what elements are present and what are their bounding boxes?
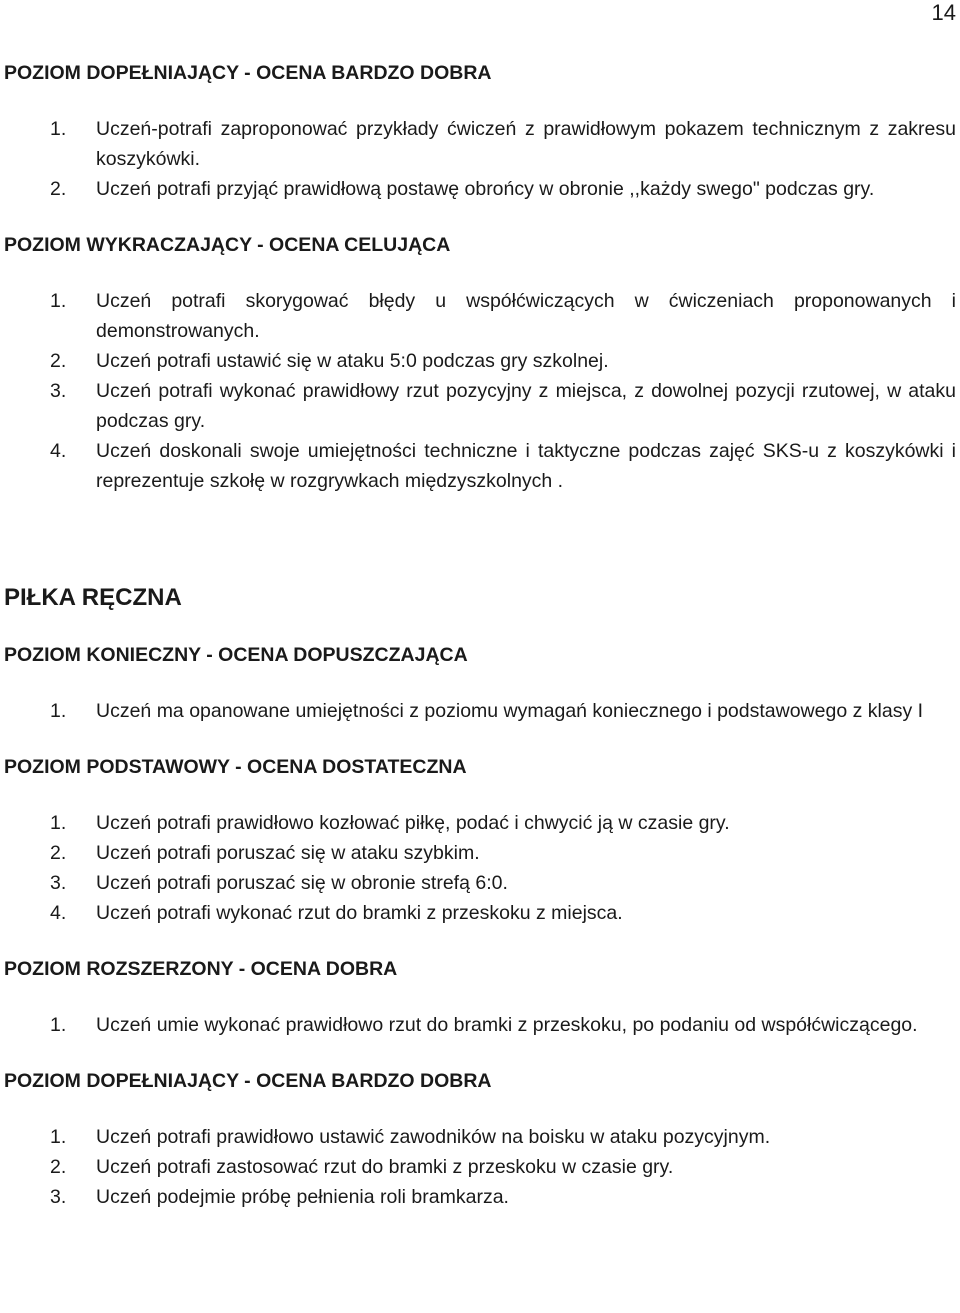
item-number: 1.	[50, 290, 67, 312]
item-number: 2.	[50, 842, 67, 864]
item-number: 3.	[50, 1186, 67, 1208]
item-text: Uczeń potrafi wykonać prawidłowy rzut pozycyjny z miejsca, z dowolnej pozycji rzutowej, w ataku podczas gry.	[96, 380, 956, 432]
list-item	[4, 898, 956, 928]
item-number: 2.	[50, 178, 67, 200]
item-text: Uczeń potrafi przyjąć prawidłową postawę obrońcy w obronie ,,każdy swego" podczas gry.	[96, 178, 875, 200]
section-heading: POZIOM ROZSZERZONY - OCENA DOBRA	[4, 958, 398, 980]
item-text: Uczeń-potrafi zaproponować przykłady ćwiczeń z prawidłowym pokazem technicznym z zakresu koszykówki.	[96, 118, 956, 170]
item-number: 1.	[50, 1014, 67, 1036]
requirements-list	[4, 808, 956, 928]
requirements-list	[4, 114, 956, 204]
item-number: 1.	[50, 118, 67, 140]
item-number: 1.	[50, 812, 67, 834]
item-text: Uczeń ma opanowane umiejętności z poziomu wymagań koniecznego i podstawowego z klasy I	[96, 700, 924, 722]
item-text: Uczeń potrafi poruszać się w ataku szybkim.	[96, 842, 480, 864]
item-text: Uczeń umie wykonać prawidłowo rzut do bramki z przeskoku, po podaniu od współćwiczącego.	[96, 1014, 918, 1036]
item-text: Uczeń potrafi wykonać rzut do bramki z przeskoku z miejsca.	[96, 902, 623, 924]
item-text: Uczeń potrafi prawidłowo ustawić zawodników na boisku w ataku pozycyjnym.	[96, 1126, 771, 1148]
item-text: Uczeń doskonali swoje umiejętności techniczne i taktyczne podczas zajęć SKS-u z koszykówki i reprezentuje szkołę w rozgrywkach międzyszkolnych .	[96, 440, 956, 492]
item-number: 1.	[50, 700, 67, 722]
requirements-list	[4, 286, 956, 496]
list-item	[4, 286, 956, 346]
list-item	[4, 346, 956, 376]
list-item	[4, 868, 956, 898]
item-number: 4.	[50, 440, 67, 462]
document-body	[4, 58, 956, 1212]
list-item	[4, 1010, 956, 1040]
list-item	[4, 376, 956, 436]
requirements-list	[4, 696, 956, 726]
item-text: Uczeń potrafi zastosować rzut do bramki z przeskoku w czasie gry.	[96, 1156, 674, 1178]
requirements-list	[4, 1122, 956, 1212]
section-heading: POZIOM KONIECZNY - OCENA DOPUSZCZAJĄCA	[4, 644, 468, 666]
list-item	[4, 838, 956, 868]
section-heading: POZIOM PODSTAWOWY - OCENA DOSTATECZNA	[4, 756, 467, 778]
item-text: Uczeń potrafi prawidłowo kozłować piłkę, podać i chwycić ją w czasie gry.	[96, 812, 730, 834]
requirements-list	[4, 1010, 956, 1040]
section-heading: POZIOM WYKRACZAJĄCY - OCENA CELUJĄCA	[4, 234, 451, 256]
list-item	[4, 696, 956, 726]
list-item	[4, 1122, 956, 1152]
item-text: Uczeń potrafi ustawić się w ataku 5:0 podczas gry szkolnej.	[96, 350, 609, 372]
item-number: 2.	[50, 350, 67, 372]
list-item	[4, 1152, 956, 1182]
list-item	[4, 808, 956, 838]
item-text: Uczeń potrafi skorygować błędy u współćwiczących w ćwiczeniach proponowanych i demonstrowanych.	[96, 290, 956, 342]
item-number: 3.	[50, 380, 67, 402]
item-number: 1.	[50, 1126, 67, 1148]
item-text: Uczeń potrafi poruszać się w obronie strefą 6:0.	[96, 872, 508, 894]
item-number: 2.	[50, 1156, 67, 1178]
section-heading: POZIOM DOPEŁNIAJĄCY - OCENA BARDZO DOBRA	[4, 62, 492, 84]
sport-title: PIŁKA RĘCZNA	[4, 584, 182, 611]
section-heading: POZIOM DOPEŁNIAJĄCY - OCENA BARDZO DOBRA	[4, 1070, 492, 1092]
list-item	[4, 1182, 956, 1212]
list-item	[4, 114, 956, 174]
list-item	[4, 174, 956, 204]
item-number: 4.	[50, 902, 67, 924]
page-number: 14	[931, 0, 956, 25]
list-item	[4, 436, 956, 496]
item-number: 3.	[50, 872, 67, 894]
item-text: Uczeń podejmie próbę pełnienia roli bramkarza.	[96, 1186, 509, 1208]
